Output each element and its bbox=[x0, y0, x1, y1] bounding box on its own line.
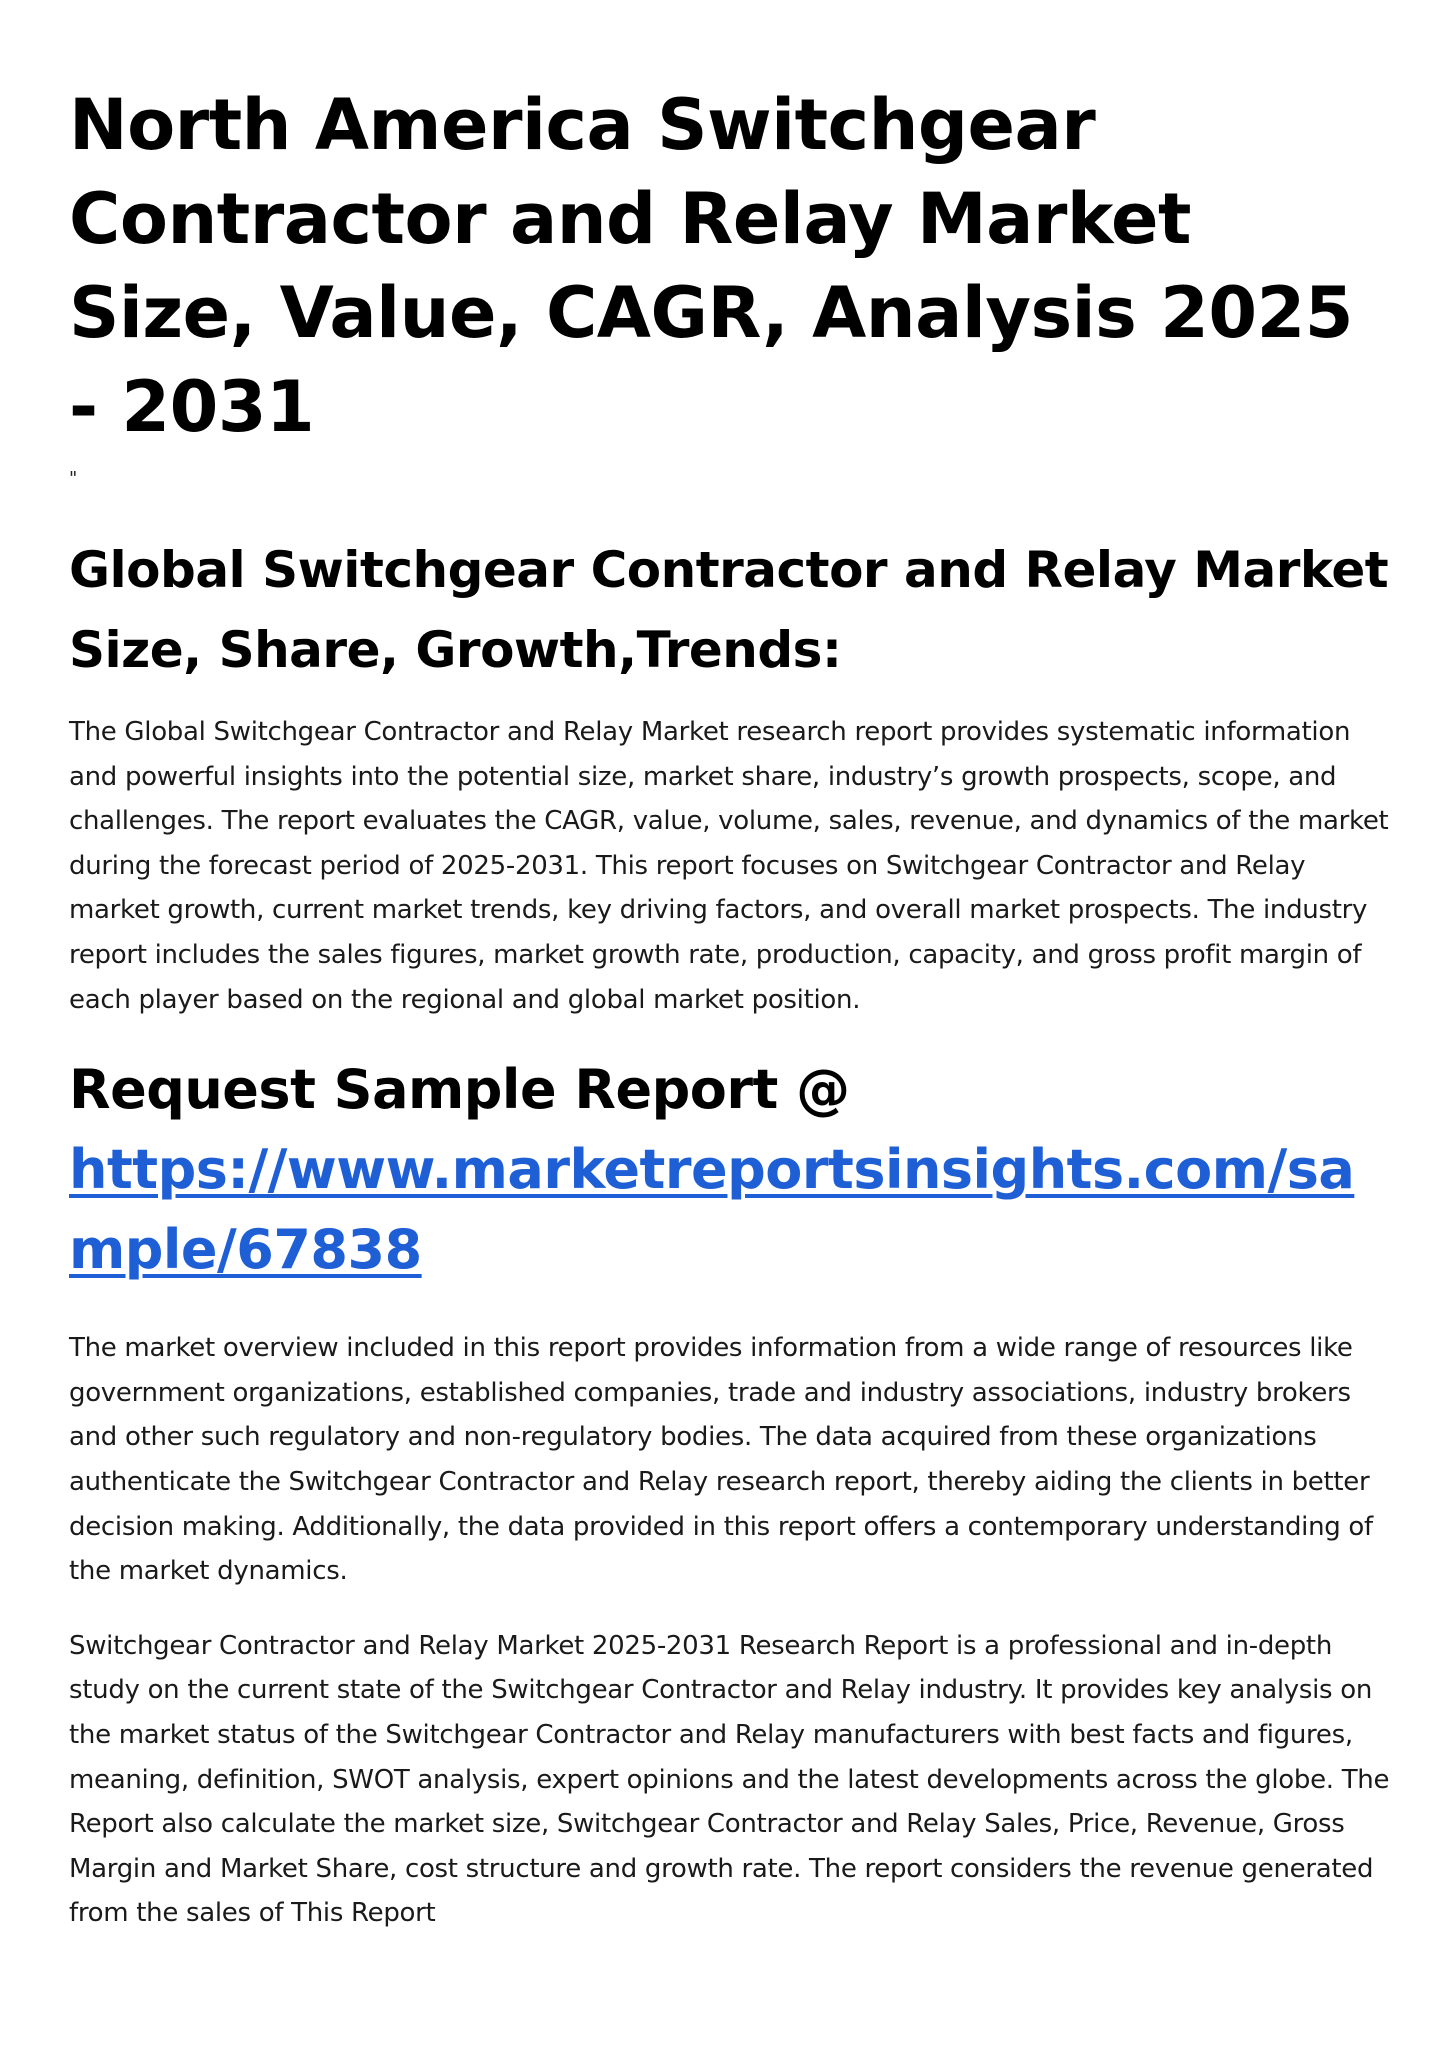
intro-paragraph: The Global Switchgear Contractor and Relay Market research report provides systematic information and powerful insights into the potential size, market share, industry’s growth prospects, scope, and challenges. The report evaluates the CAGR, value, volume, sales, revenue, and dynamics of the market during the forecast period of 2025-2031. This report focuses on Switchgear Contractor and Relay market growth, current market trends, key driving factors, and overall market prospects. The industry report includes the sales figures, market growth rate, production, capacity, and gross profit margin of each player based on the regional and global market position. bbox=[69, 717, 1389, 1015]
document-title: North America Switchgear Contractor and Relay Market Size, Value, CAGR, Analysis 2025 - 2031 bbox=[69, 84, 1353, 448]
document-page bbox=[69, 78, 1399, 1936]
overview-paragraph: The market overview included in this report provides information from a wide range of resources like government organizations, established companies, trade and industry associations, industry brokers and other such regulatory and non-regulatory bodies. The data acquired from these organizations authenticate the Switchgear Contractor and Relay research report, thereby aiding the clients in better decision making. Additionally, the data provided in this report offers a contemporary understanding of the market dynamics. bbox=[69, 1333, 1373, 1587]
report-description-paragraph: Switchgear Contractor and Relay Market 2025-2031 Research Report is a professional and in-depth study on the current state of the Switchgear Contractor and Relay industry. It provides key analysis on the market status of the Switchgear Contractor and Relay manufacturers with best facts and figures, meaning, definition, SWOT analysis, expert opinions and the latest developments across the globe. The Report also calculate the market size, Switchgear Contractor and Relay Sales, Price, Revenue, Gross Margin and Market Share, cost structure and growth rate. The report considers the revenue generated from the sales of This Report bbox=[69, 1630, 1390, 1929]
request-sample-label: Request Sample Report @ bbox=[69, 1058, 850, 1122]
section-heading: Global Switchgear Contractor and Relay Market Size, Share, Growth,Trends: bbox=[69, 541, 1389, 679]
sample-report-link[interactable]: https://www.marketreportsinsights.com/sample/67838 bbox=[69, 1138, 1355, 1282]
request-sample-heading bbox=[69, 1050, 1399, 1290]
stray-quote-mark: " bbox=[69, 468, 78, 489]
